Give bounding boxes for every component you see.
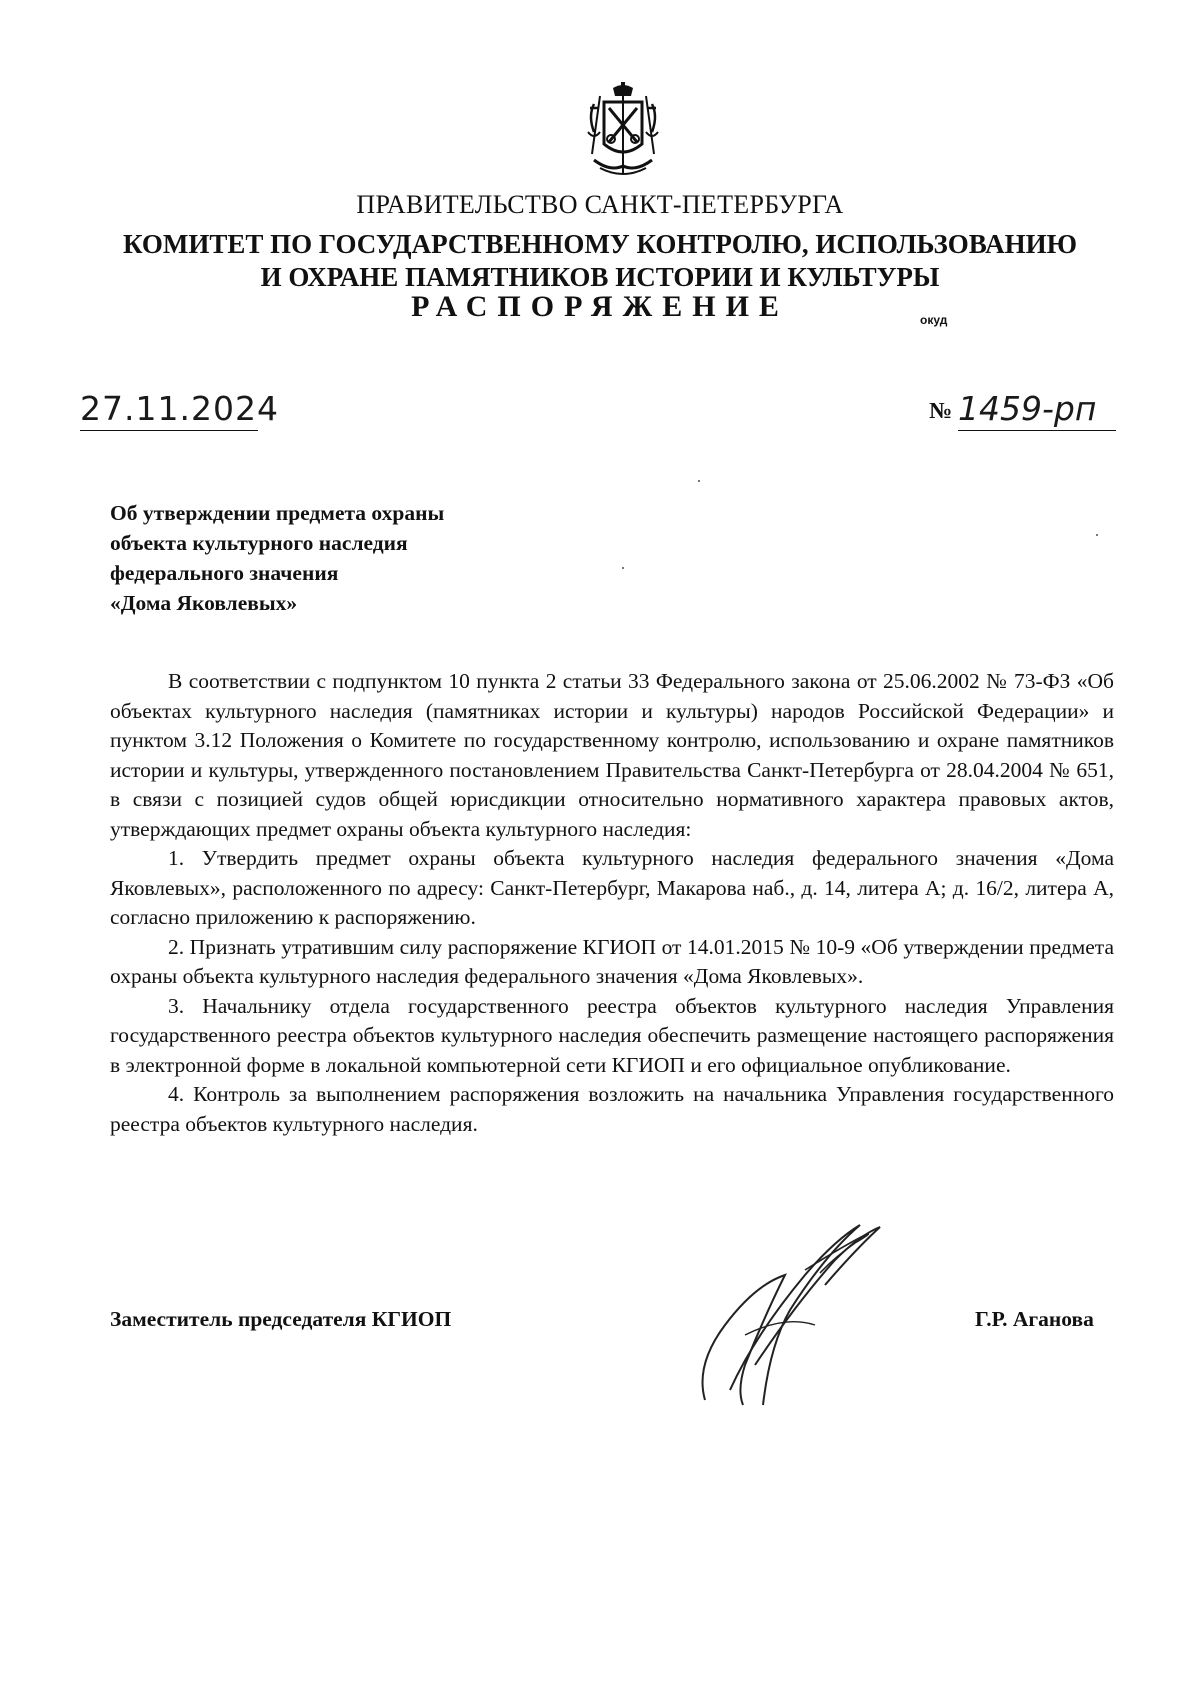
committee-line-2: И ОХРАНЕ ПАМЯТНИКОВ ИСТОРИИ И КУЛЬТУРЫ — [260, 262, 940, 292]
number-label: № — [929, 398, 953, 423]
document-type: РАСПОРЯЖЕНИЕ — [411, 290, 789, 323]
item-paragraph-2: 2. Признать утратившим силу распоряжение КГИОП от 14.01.2015 № 10-9 «Об утверждении предмета охраны объекта культурного наследия федерального значения «Дома Яковлевых». — [110, 934, 1114, 988]
title-line-4: «Дома Яковлевых» — [110, 591, 298, 615]
item-paragraph-4: 4. Контроль за выполнением распоряжения возложить на начальника Управления государственного реестра объектов культурного наследия. — [110, 1082, 1114, 1136]
title-line-3: федерального значения — [110, 561, 339, 585]
item-paragraph-1: 1. Утвердить предмет охраны объекта культурного наследия федерального значения «Дома Яковлевых», расположенного по адресу: Санкт-Петербург, Макарова наб., д. 14, литера А; д. 16/2, литера А, согласно приложению к распоряжению. — [110, 846, 1114, 929]
st-petersburg-coat-of-arms-icon — [580, 82, 666, 182]
document-number: 1459-рп — [958, 388, 1116, 431]
signer-name: Г.Р. Аганова — [975, 1307, 1094, 1331]
okud-label: окуд — [920, 313, 948, 327]
committee-name — [0, 228, 1200, 294]
document-title — [110, 498, 444, 618]
government-name: ПРАВИТЕЛЬСТВО САНКТ-ПЕТЕРБУРГА — [356, 190, 844, 219]
scan-speck — [1096, 534, 1098, 536]
item-paragraph-3: 3. Начальнику отдела государственного реестра объектов культурного наследия Управления государственного реестра объектов культурного наследия обеспечить размещение настоящего распоряжения в электронной форме в локальной компьютерной сети КГИОП и его официальное опубликование. — [110, 993, 1114, 1077]
signer-position: Заместитель председателя КГИОП — [110, 1307, 452, 1331]
document-date: 27.11.2024 — [80, 388, 258, 431]
handwritten-signature-icon — [685, 1215, 895, 1415]
title-line-1: Об утверждении предмета охраны — [110, 501, 445, 525]
title-line-2: объекта культурного наследия — [110, 531, 408, 555]
committee-line-1: КОМИТЕТ ПО ГОСУДАРСТВЕННОМУ КОНТРОЛЮ, ИСПОЛЬЗОВАНИЮ — [123, 229, 1077, 259]
scan-speck — [622, 567, 624, 569]
scan-speck — [698, 480, 700, 482]
document-body — [110, 667, 1114, 1139]
preamble-paragraph: В соответствии с подпунктом 10 пункта 2 статьи 33 Федерального закона от 25.06.2002 № 73-ФЗ «Об объектах культурного наследия (памятниках истории и культуры) народов Российской Федерации» и пунктом 3.12 Положения о Комитете по государственному контролю, использованию и охране памятников истории и культуры, утвержденного постановлением Правительства Санкт-Петербурга от 28.04.2004 № 651, в связи с позицией судов общей юрисдикции относительно нормативного характера правовых актов, утверждающих предмет охраны объекта культурного наследия: — [110, 669, 1114, 841]
